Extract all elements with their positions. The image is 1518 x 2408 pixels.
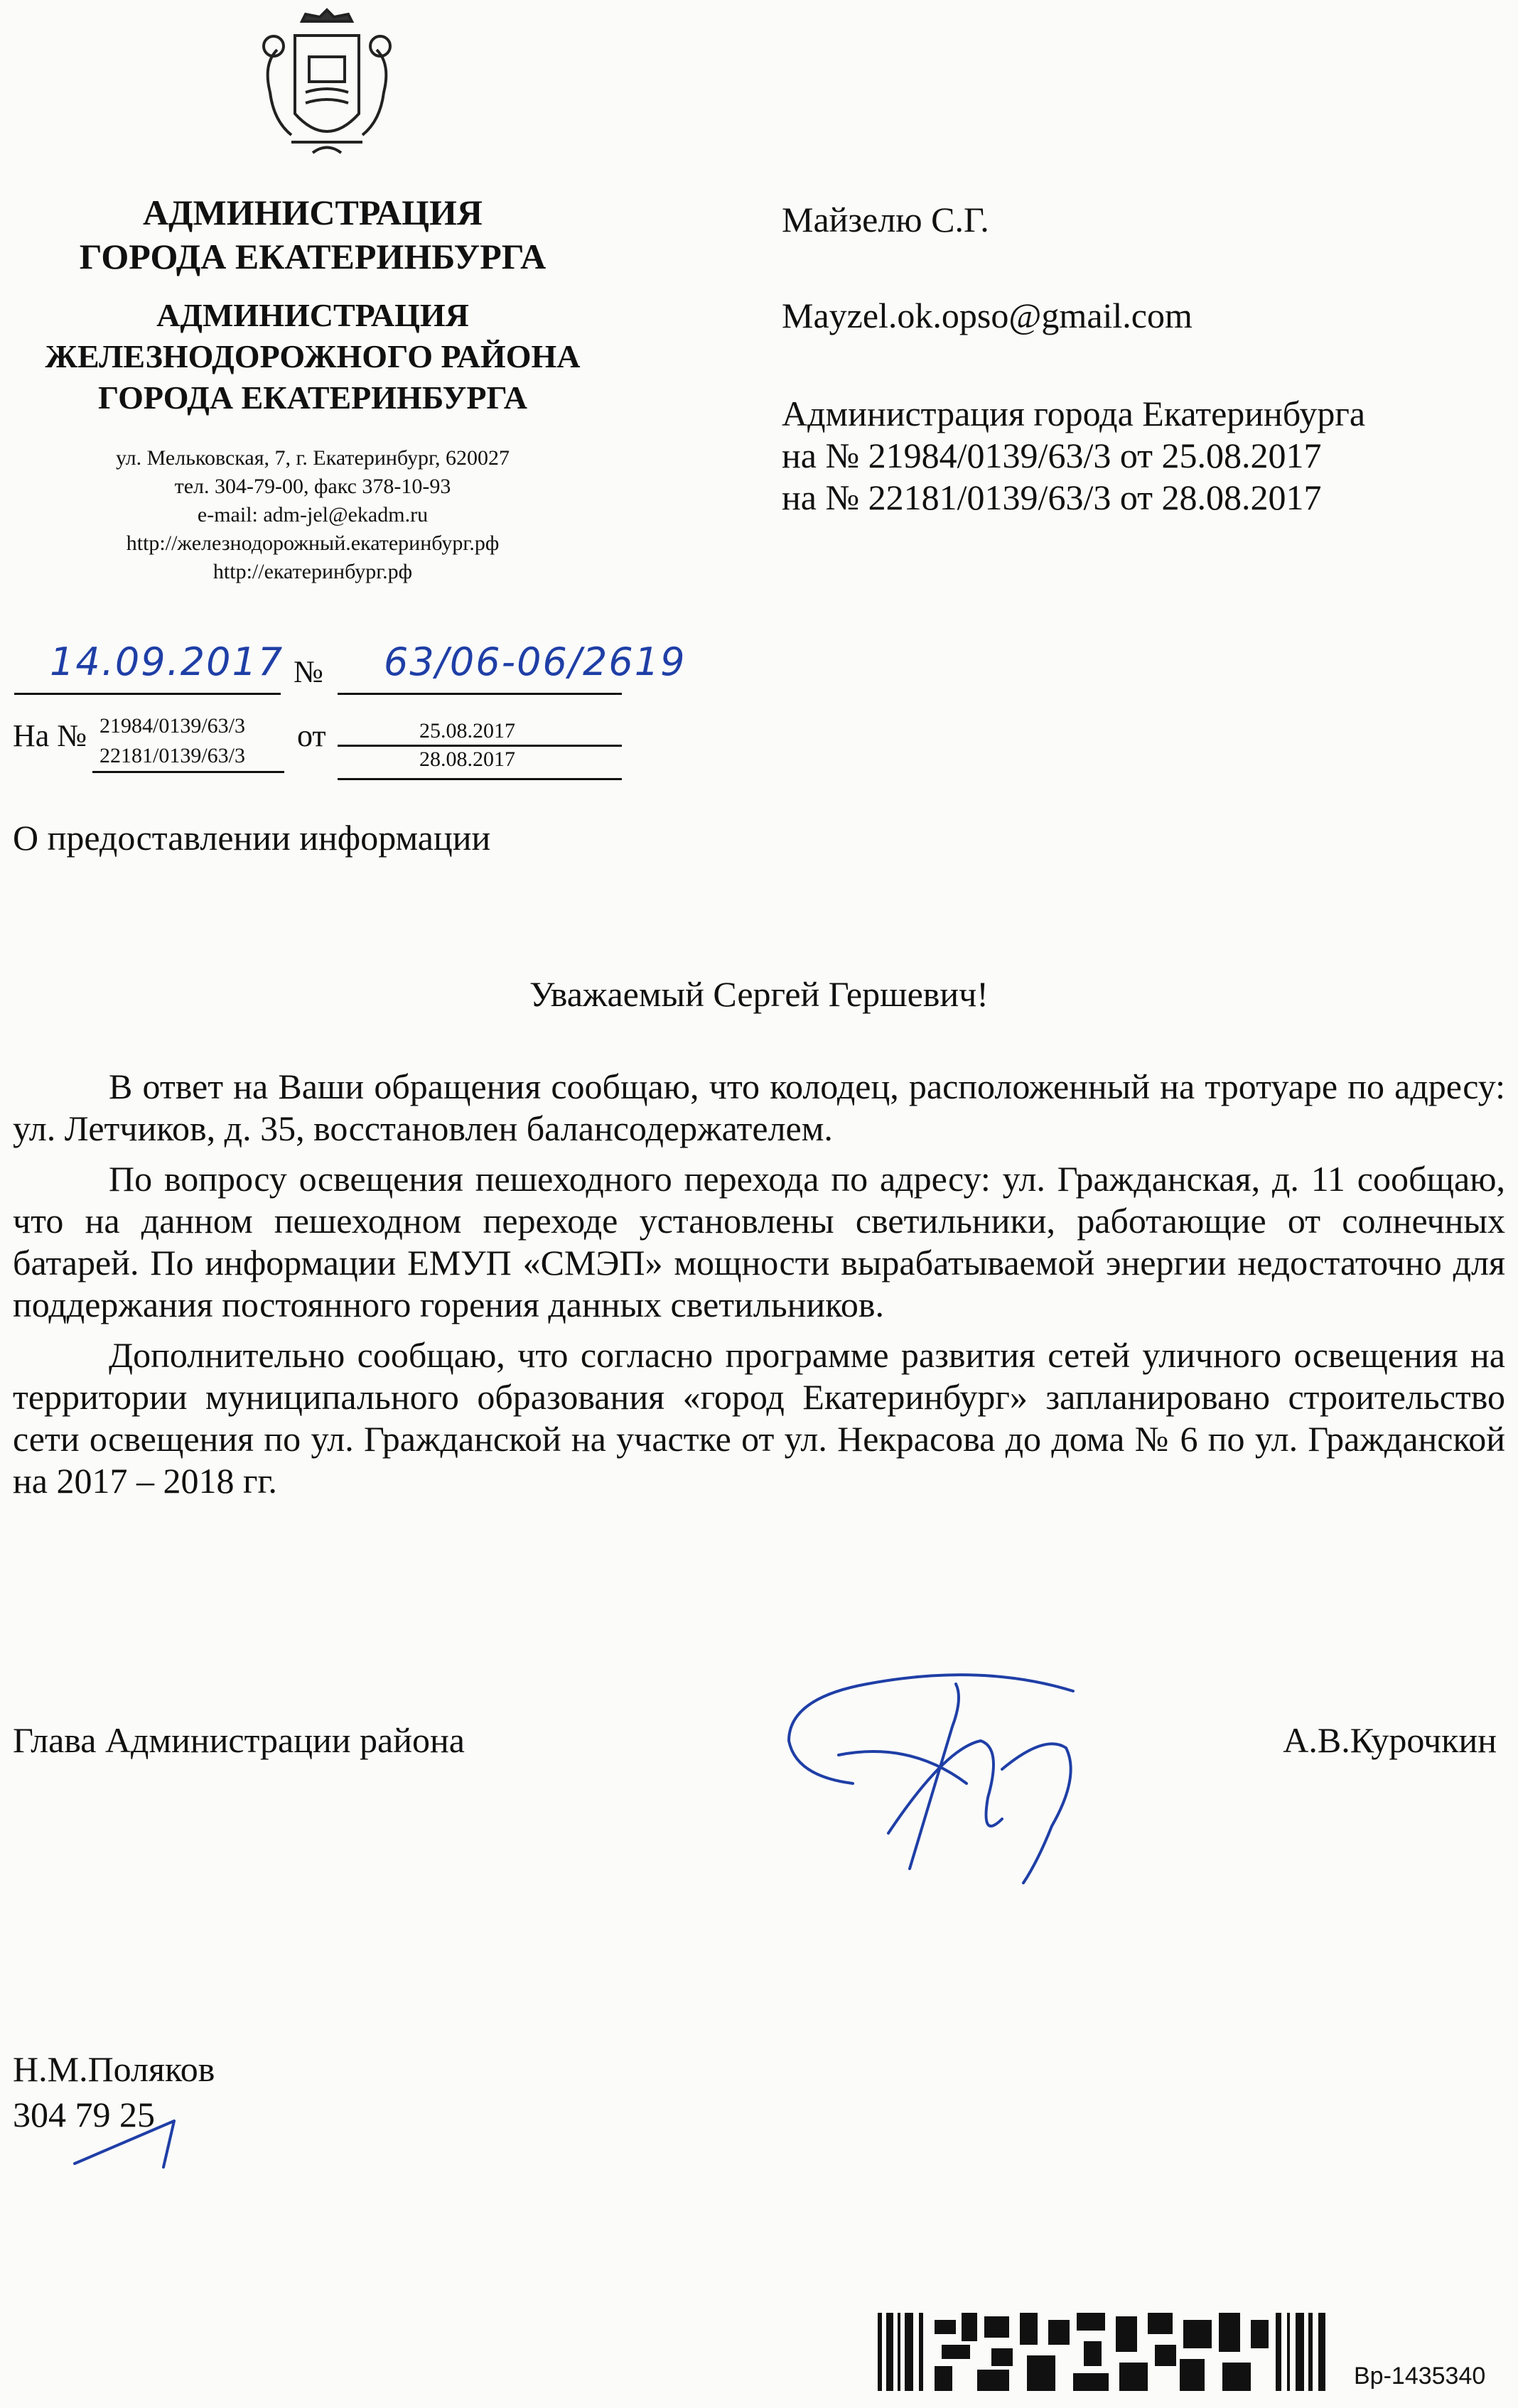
dept-name-line3: ГОРОДА ЕКАТЕРИНБУРГА bbox=[98, 379, 527, 416]
from-label: от bbox=[297, 718, 326, 753]
letter-body bbox=[13, 1066, 1505, 1511]
recipient-email: Mayzel.ok.opso@gmail.com bbox=[782, 296, 1193, 335]
reply-number-2: 22181/0139/63/3 bbox=[99, 744, 246, 767]
address: ул. Мельковская, 7, г. Екатеринбург, 620027 bbox=[116, 446, 510, 470]
org-name-line2: ГОРОДА ЕКАТЕРИНБУРГА bbox=[79, 237, 547, 276]
number-line bbox=[338, 693, 622, 695]
reply-number-line bbox=[92, 771, 284, 773]
executor-phone: 304 79 25 bbox=[13, 2095, 155, 2134]
barcode-icon bbox=[878, 2313, 1333, 2391]
body-paragraph-3: Дополнительно сообщаю, что согласно программе развития сетей уличного освещения на территории муниципального образования «город Екатеринбург» запланировано строительство сети освещения по ул. Гражданской на участке от ул. Некрасова до дома № 6 по ул. Гражданской на 2017 – 2018 гг. bbox=[13, 1335, 1505, 1501]
signer-position: Глава Администрации района bbox=[13, 1720, 465, 1760]
dept-name-line2: ЖЕЛЕЗНОДОРОЖНОГО РАЙОНА bbox=[45, 338, 581, 374]
handwritten-number: 63/06-06/2619 bbox=[384, 639, 687, 684]
greeting: Уважаемый Сергей Гершевич! bbox=[529, 974, 989, 1014]
recipient-ref-1: на № 21984/0139/63/3 от 25.08.2017 bbox=[782, 436, 1322, 475]
handwritten-date: 14.09.2017 bbox=[50, 639, 284, 684]
email: e-mail: adm-jel@ekadm.ru bbox=[197, 503, 429, 527]
website-city: http://екатеринбург.рф bbox=[212, 560, 413, 583]
date-line bbox=[14, 693, 281, 695]
reply-number-1: 21984/0139/63/3 bbox=[99, 714, 246, 738]
reply-date-line-1 bbox=[338, 745, 622, 747]
city-coat-of-arms-icon bbox=[235, 7, 419, 171]
number-label: № bbox=[294, 654, 323, 689]
reply-label: На № bbox=[13, 718, 87, 753]
recipient-ref-2: на № 22181/0139/63/3 от 28.08.2017 bbox=[782, 477, 1322, 517]
recipient-org: Администрация города Екатеринбурга bbox=[782, 394, 1366, 433]
pen-mark-icon bbox=[68, 2107, 195, 2171]
recipient-name: Майзелю С.Г. bbox=[782, 200, 989, 239]
reply-date-1: 25.08.2017 bbox=[419, 719, 515, 743]
reply-date-2: 28.08.2017 bbox=[419, 747, 515, 771]
dept-name-line1: АДМИНИСТРАЦИЯ bbox=[156, 297, 469, 333]
body-paragraph-1: В ответ на Ваши обращения сообщаю, что колодец, расположенный на тротуаре по адресу: ул. Летчиков, д. 35, восстановлен балансодержателем. bbox=[13, 1067, 1505, 1148]
subject-line: О предоставлении информации bbox=[13, 818, 491, 858]
signer-name: А.В.Курочкин bbox=[1283, 1720, 1497, 1760]
phone: тел. 304-79-00, факс 378-10-93 bbox=[174, 475, 451, 498]
handwritten-signature-icon bbox=[768, 1656, 1166, 1890]
org-name-line1: АДМИНИСТРАЦИЯ bbox=[143, 193, 483, 232]
body-paragraph-2: По вопросу освещения пешеходного перехода по адресу: ул. Гражданская, д. 11 сообщаю, что на данном пешеходном переходе установлены светильники, работающие от солнечных батарей. По информации ЕМУП «СМЭП» мощности вырабатываемой энергии недостаточно для поддержания постоянного горения данных светильников. bbox=[13, 1159, 1505, 1324]
website-district: http://железнодорожный.екатеринбург.рф bbox=[126, 531, 500, 555]
executor-name: Н.М.Поляков bbox=[13, 2049, 215, 2089]
reply-date-line-2 bbox=[338, 778, 622, 780]
barcode-id: Вр-1435340 bbox=[1354, 2363, 1486, 2390]
